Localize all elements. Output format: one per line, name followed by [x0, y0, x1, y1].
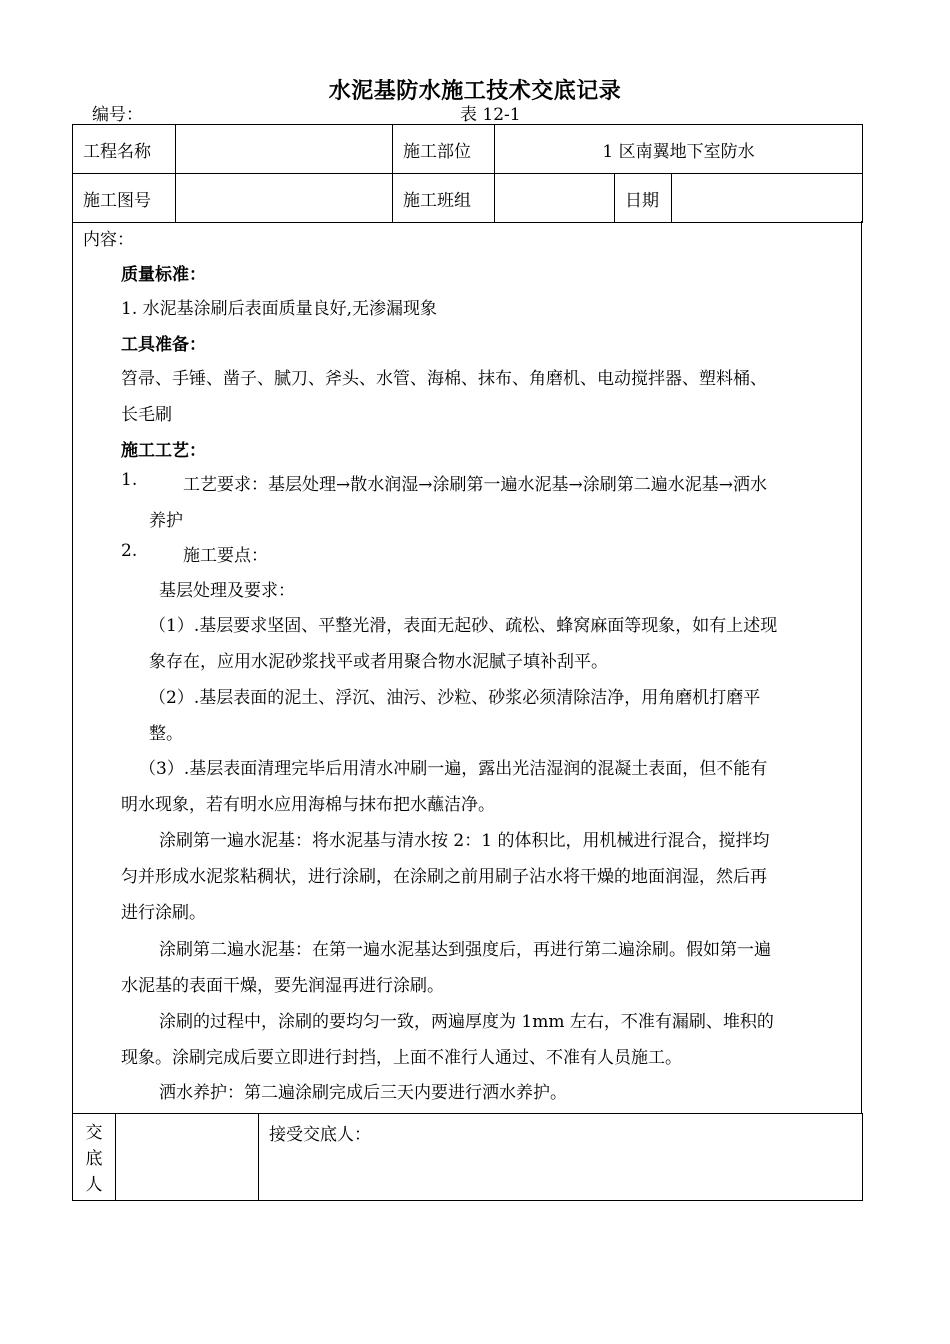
tools-heading: 工具准备： — [121, 335, 206, 355]
process-1-number: 1. — [121, 470, 138, 490]
process-2-text: 施工要点： — [183, 546, 268, 566]
receiver-label: 接受交底人： — [269, 1125, 371, 1145]
requirement-1-line-a: （1）.基层要求坚固、平整光滑，表面无起砂、疏松、蜂窝麻面等现象，如有上述现 — [149, 616, 778, 636]
base-treatment-title: 基层处理及要求： — [159, 581, 295, 601]
handover-char-3: 人 — [85, 1175, 103, 1195]
construction-part-label: 施工部位 — [393, 125, 495, 174]
coat-1-line-c: 进行涂刷。 — [121, 903, 206, 923]
requirement-3-line-b: 明水现象，若有明水应用海棉与抹布把水蘸洁净。 — [121, 795, 495, 815]
project-name-label: 工程名称 — [73, 125, 176, 174]
process-heading: 施工工艺： — [121, 441, 206, 461]
date-value[interactable] — [672, 174, 863, 223]
process-2-number: 2. — [121, 541, 138, 561]
coat-2-line-a: 涂刷第二遍水泥基：在第一遍水泥基达到强度后，再进行第二遍涂刷。假如第一遍 — [159, 940, 771, 960]
document-title: 水泥基防水施工技术交底记录 — [328, 78, 622, 104]
team-value[interactable] — [495, 174, 615, 223]
requirement-2-line-b: 整。 — [149, 724, 183, 744]
content-label: 内容： — [83, 230, 134, 250]
process-1-continued: 养护 — [149, 511, 183, 531]
drawing-no-label: 施工图号 — [73, 174, 176, 223]
requirement-3-line-a: （3）.基层表面清理完毕后用清水冲刷一遍，露出光洁湿润的混凝土表面，但不能有 — [139, 759, 768, 779]
quality-item-1: 1. 水泥基涂刷后表面质量良好,无渗漏现象 — [121, 299, 438, 319]
process-1-text: 工艺要求：基层处理→散水润湿→涂刷第一遍水泥基→涂刷第二遍水泥基→洒水 — [183, 475, 767, 495]
coat-1-line-a: 涂刷第一遍水泥基：将水泥基与清水按 2：1 的体积比，用机械进行混合，搅拌均 — [159, 831, 770, 851]
date-label: 日期 — [615, 174, 672, 223]
requirement-2-line-a: （2）.基层表面的泥土、浮沉、油污、沙粒、砂浆必须清除洁净，用角磨机打磨平 — [149, 688, 761, 708]
tools-line-1: 笤帚、手锤、凿子、腻刀、斧头、水管、海棉、抹布、角磨机、电动搅拌器、塑料桶、 — [121, 369, 767, 389]
handover-person-label — [73, 1114, 116, 1201]
content-section — [72, 221, 862, 1113]
receiver-cell[interactable] — [259, 1114, 863, 1201]
form-number: 表 12-1 — [460, 105, 521, 125]
code-label: 编号： — [92, 105, 143, 125]
handover-char-1: 交 — [85, 1123, 103, 1143]
drawing-no-value[interactable] — [176, 174, 393, 223]
header-table — [72, 124, 863, 223]
handover-char-2: 底 — [85, 1149, 103, 1169]
coating-process-line-a: 涂刷的过程中，涂刷的要均匀一致，两遍厚度为 1mm 左右，不准有漏刷、堆积的 — [159, 1012, 774, 1032]
quality-heading: 质量标准： — [121, 265, 206, 285]
coating-process-line-b: 现象。涂刷完成后要立即进行封挡，上面不准行人通过、不准有人员施工。 — [121, 1048, 682, 1068]
construction-part-value[interactable]: 1 区南翼地下室防水 — [495, 125, 863, 174]
footer-table — [72, 1113, 863, 1201]
coat-2-line-b: 水泥基的表面干燥，要先润湿再进行涂刷。 — [121, 976, 444, 996]
curing-line: 洒水养护：第二遍涂刷完成后三天内要进行洒水养护。 — [159, 1083, 567, 1103]
handover-person-value[interactable] — [116, 1114, 259, 1201]
tools-line-2: 长毛刷 — [121, 405, 172, 425]
project-name-value[interactable] — [176, 125, 393, 174]
team-label: 施工班组 — [393, 174, 495, 223]
requirement-1-line-b: 象存在，应用水泥砂浆找平或者用聚合物水泥腻子填补刮平。 — [149, 652, 608, 672]
coat-1-line-b: 匀并形成水泥浆粘稠状，进行涂刷，在涂刷之前用刷子沾水将干燥的地面润湿，然后再 — [121, 867, 767, 887]
